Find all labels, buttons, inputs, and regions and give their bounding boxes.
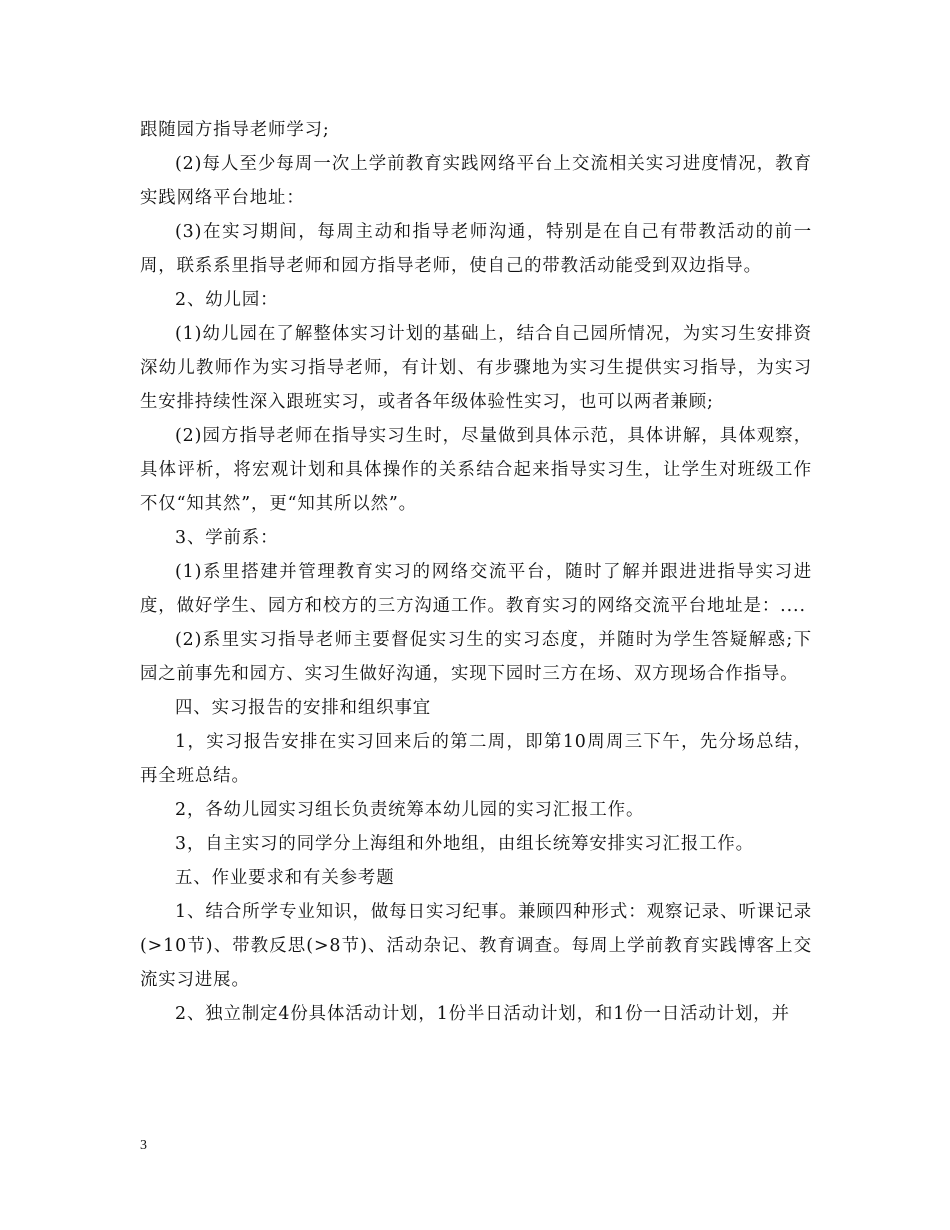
paragraph-9: (2)系里实习指导老师主要督促实习生的实习态度，并随时为学生答疑解惑;下园之前事先和园方、实习生做好沟通，实现下园时三方在场、双方现场合作指导。 [140,630,812,684]
section-heading-report: 四、实习报告的安排和组织事宜 [175,698,432,718]
paragraph-5: (1)幼儿园在了解整体实习计划的基础上，结合自己园所情况，为实习生安排资深幼儿教师作为实习指导老师，有计划、有步骤地为实习生提供实习指导，为实习生安排持续性深入跟班实习，或者各年级体验性实习，也可以两者兼顾; [140,324,812,412]
document-body [140,113,812,1031]
paragraph-15: 1、结合所学专业知识，做每日实习纪事。兼顾四种形式：观察记录、听课记录(>10节)、带教反思(>8节)、活动杂记、教育调查。每周上学前教育实践博客上交流实习进展。 [140,902,812,990]
paragraph-2: (2)每人至少每周一次上学前教育实践网络平台上交流相关实习进度情况，教育实践网络平台地址： [140,154,812,208]
paragraph-6: (2)园方指导老师在指导实习生时，尽量做到具体示范，具体讲解，具体观察，具体评析，将宏观计划和具体操作的关系结合起来指导实习生，让学生对班级工作不仅“知其然”，更“知其所以然”。 [140,426,812,514]
section-heading-kindergarten: 2、幼儿园： [175,290,279,310]
paragraph-1: 跟随园方指导老师学习; [140,120,330,140]
paragraph-16: 2、独立制定4份具体活动计划，1份半日活动计划，和1份一日活动计划，并 [175,1004,790,1024]
paragraph-12: 2，各幼儿园实习组长负责统筹本幼儿园的实习汇报工作。 [175,800,645,820]
paragraph-3: (3)在实习期间，每周主动和指导老师沟通，特别是在自己有带教活动的前一周，联系系里指导老师和园方指导老师，使自己的带教活动能受到双边指导。 [140,222,812,276]
section-heading-homework: 五、作业要求和有关参考题 [175,868,395,888]
page-number: 3 [140,1138,147,1153]
paragraph-11: 1，实习报告安排在实习回来后的第二周，即第10周周三下午，先分场总结，再全班总结。 [140,732,812,786]
paragraph-13: 3，自主实习的同学分上海组和外地组，由组长统筹安排实习汇报工作。 [175,834,754,854]
paragraph-8: (1)系里搭建并管理教育实习的网络交流平台，随时了解并跟进进指导实习进度，做好学生、园方和校方的三方沟通工作。教育实习的网络交流平台地址是：.... [140,562,812,616]
section-heading-preschool-dept: 3、学前系： [175,528,279,548]
